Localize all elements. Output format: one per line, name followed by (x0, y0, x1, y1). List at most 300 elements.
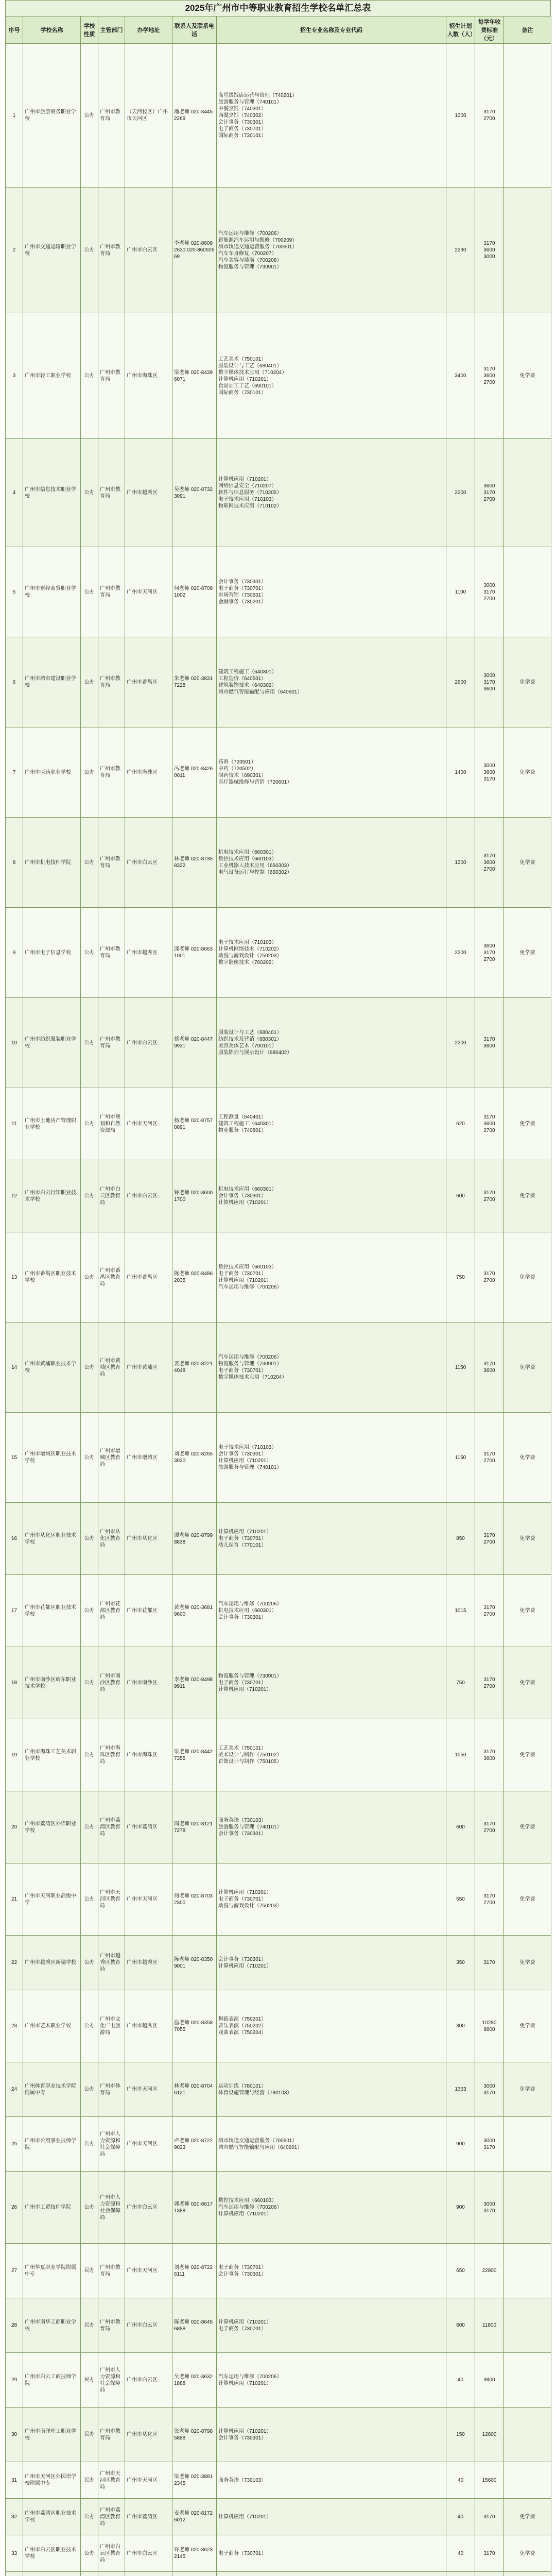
fee-item: 2700 (483, 1278, 495, 1283)
cell-no: 32 (6, 2499, 23, 2535)
cell-school-name: 广州市番禺区职业技术学校 (23, 1232, 81, 1323)
cell-type: 公办 (81, 439, 98, 547)
cell-majors (217, 1936, 446, 1990)
header-row (6, 16, 551, 44)
cell-majors (217, 1232, 446, 1323)
major-item: 工艺美术（750101） (218, 356, 267, 362)
fee-item: 3600 (483, 943, 495, 949)
major-item: 会计事务（730301） (218, 1615, 267, 1620)
cell-no: 15 (6, 1413, 23, 1503)
major-item: 电子商务（730701） (218, 1680, 267, 1686)
fee-item: 3600 (483, 769, 495, 775)
cell-address: 广州市南沙区 (125, 1647, 172, 1719)
page-title: 2025年广州市中等职业教育招生学校名单汇总表 (5, 0, 551, 16)
fee-item: 3170 (483, 366, 495, 372)
cell-note (504, 2353, 551, 2408)
cell-dept: 广州市增城区教育局 (98, 1413, 125, 1503)
cell-contact: 梁老师 020-84396071 (172, 313, 217, 439)
cell-note (504, 2244, 551, 2298)
major-item: 计算机应用（710201） (218, 1200, 272, 1206)
cell-dept: 广州市南沙区教育局 (98, 1647, 125, 1719)
table-row (6, 818, 551, 908)
cell-contact: 梁老师 020-38812345 (172, 2462, 217, 2499)
cell-dept: 广州市教育局 (98, 439, 125, 547)
fee-item: 2700 (483, 956, 495, 962)
cell-fee (475, 2408, 504, 2462)
table-row (6, 2572, 551, 2576)
fee-item: 10280 (482, 2020, 497, 2026)
cell-majors (217, 908, 446, 998)
major-item: 网络信息安全（710207） (218, 483, 277, 489)
cell-no: 30 (6, 2408, 23, 2462)
cell-contact: 何老师 020-87091002 (172, 547, 217, 637)
cell-note (504, 439, 551, 547)
cell-plan: 620 (446, 1088, 475, 1160)
major-item: 计算机应用（710201） (218, 2380, 272, 2386)
fee-item: 3170 (483, 2090, 495, 2096)
cell-majors (217, 1990, 446, 2062)
cell-address: 广州市越秀区 (125, 439, 172, 547)
table-row (6, 313, 551, 439)
major-item: 数控技术应用（660103） (218, 856, 277, 862)
cell-dept: 广州市教育局 (98, 727, 125, 818)
cell-no: 3 (6, 313, 23, 439)
cell-contact: 梁老师 020-84427355 (172, 1719, 217, 1791)
cell-address: 广州市荔湾区 (125, 1791, 172, 1863)
cell-dept: 广州市教育局 (98, 2408, 125, 2462)
cell-dept: 广州市教育局 (98, 2244, 125, 2298)
cell-address: 广州市越秀区 (125, 1990, 172, 2062)
cell-fee (475, 1647, 504, 1719)
cell-no: 18 (6, 1647, 23, 1719)
major-item: 计算机应用（710201） (218, 2319, 272, 2325)
cell-school-name: 广州市信息技术职业学校 (23, 439, 81, 547)
major-item: 药剂（720501） (218, 759, 256, 765)
major-item: 城市燃气智能输配与应用（640601） (218, 689, 303, 695)
cell-contact: 温老师 020-83587055 (172, 1990, 217, 2062)
fee-item: 2700 (483, 596, 495, 602)
cell-plan (446, 2572, 475, 2576)
cell-no: 5 (6, 547, 23, 637)
cell-majors (217, 2244, 446, 2298)
cell-dept: 广州市教育局 (98, 188, 125, 313)
cell-address: 广州市番禺区 (125, 1232, 172, 1323)
cell-address: 广州市天河区 (125, 2062, 172, 2117)
cell-note: 免学费 (504, 2535, 551, 2572)
major-item: 动漫与游戏设计（750203） (218, 1903, 282, 1909)
cell-majors (217, 2572, 446, 2576)
cell-note: 免学费 (504, 2499, 551, 2535)
cell-majors (217, 1791, 446, 1863)
cell-school-name: 广州市越秀区新穗学校 (23, 1936, 81, 1990)
school-table (5, 16, 551, 2576)
major-item: 软件与信息服务（710205） (218, 490, 282, 496)
cell-dept: 广州市教育局 (98, 818, 125, 908)
col-header-fee: 每学年收费标准（元） (475, 16, 504, 44)
fee-item: 3170 (483, 1037, 495, 1042)
cell-majors (217, 44, 446, 188)
major-item: 服装陈列与展示设计（680402） (218, 1050, 292, 1056)
cell-type: 公办 (81, 1088, 98, 1160)
cell-school-name: 广州市海珠工艺美术职业学校 (23, 1719, 81, 1791)
cell-contact: 李老师 020-86092630 020-86092669 (172, 188, 217, 313)
cell-address: 广州市天河区 (125, 2244, 172, 2298)
major-item: 电子商务（730701） (218, 126, 267, 132)
cell-type: 民办 (81, 2353, 98, 2408)
cell-no: 23 (6, 1990, 23, 2062)
cell-dept: 广州市从化区教育局 (98, 1503, 125, 1575)
fee-item: 3600 (483, 483, 495, 489)
cell-plan: 1300 (446, 44, 475, 188)
fee-item: 2700 (483, 497, 495, 502)
cell-no: 8 (6, 818, 23, 908)
cell-majors (217, 637, 446, 727)
fee-item: 3170 (483, 1604, 495, 1611)
cell-school-name: 广州市南洋理工职业学校 (23, 2408, 81, 2462)
col-header-name: 学校名称 (23, 16, 81, 44)
cell-note (504, 547, 551, 637)
major-item: 物联网技术应用（710102） (218, 503, 282, 509)
cell-note (504, 44, 551, 188)
cell-plan: 350 (446, 1936, 475, 1990)
cell-dept: 广州市天河区教育局 (98, 2462, 125, 2499)
fee-item: 2700 (483, 1827, 495, 1834)
cell-school-name: 广州市工贸技师学院 (23, 2172, 81, 2244)
cell-type: 公办 (81, 1647, 98, 1719)
cell-address: 广州市白云区 (125, 188, 172, 313)
major-item: 建筑工程施工（640301） (218, 1121, 277, 1127)
major-item: 电子商务（730701） (218, 1271, 267, 1277)
cell-school-name: 广州市荔湾区外语职业学校 (23, 1791, 81, 1863)
table-row (6, 439, 551, 547)
cell-address: 广州市增城区 (125, 1413, 172, 1503)
cell-school-name: 广州市机电技师学院 (23, 818, 81, 908)
cell-plan: 1400 (446, 727, 475, 818)
cell-type: 公办 (81, 2117, 98, 2172)
cell-address: 广州市天河区 (125, 1863, 172, 1936)
cell-dept: 广州市白云区教育局 (98, 1160, 125, 1232)
cell-note: 免学费 (504, 1863, 551, 1936)
cell-majors (217, 1575, 446, 1647)
cell-type: 公办 (81, 2172, 98, 2244)
cell-type: 公办 (81, 1413, 98, 1503)
cell-majors (217, 2535, 446, 2572)
cell-majors (217, 188, 446, 313)
cell-contact: 杨老师 020-87570891 (172, 1088, 217, 1160)
fee-item: 3000 (483, 762, 495, 769)
cell-dept: 广州市教育局 (98, 637, 125, 727)
major-item: 体育设施管理与经营（780103） (218, 2090, 292, 2096)
cell-plan: 600 (446, 1791, 475, 1863)
cell-note (504, 2117, 551, 2172)
major-item: 首饰设计与制作（750105） (218, 1759, 282, 1765)
cell-address: 广州市天河区 (125, 547, 172, 637)
major-item: 会计事务（730301） (218, 2271, 267, 2277)
major-item: 服装设计与工艺（680401） (218, 363, 282, 369)
table-row (6, 1863, 551, 1936)
cell-type: 公办 (81, 2535, 98, 2572)
major-item: 计算机应用（710201） (218, 1458, 272, 1464)
cell-no: 13 (6, 1232, 23, 1323)
major-item: 计算机应用（710201） (218, 1529, 272, 1535)
cell-fee (475, 2244, 504, 2298)
major-item: 城市轨道交通运营服务（700601） (218, 2138, 298, 2144)
cell-plan: 300 (446, 1990, 475, 2062)
cell-school-name: 广州市黄埔职业技术学校 (23, 1323, 81, 1413)
major-item: 美容美体艺术（790101） (218, 1043, 277, 1049)
cell-type: 公办 (81, 637, 98, 727)
cell-majors (217, 1503, 446, 1575)
cell-type: 民办 (81, 2298, 98, 2353)
table-row (6, 1160, 551, 1232)
cell-dept (98, 2572, 125, 2576)
cell-contact: 周老师 020-81217278 (172, 1791, 217, 1863)
cell-dept: 广州市教育局 (98, 44, 125, 188)
cell-note: 免学费 (504, 1232, 551, 1323)
major-item: 数字媒体技术应用（710204） (218, 369, 287, 376)
major-item: 戏曲表演（750204） (218, 2030, 267, 2036)
cell-school-name: 广州市荔湾区职业技术学校 (23, 2499, 81, 2535)
fee-item: 3170 (483, 776, 495, 782)
fee-item: 3170 (483, 1451, 495, 1457)
major-item: 汽车运用与维修（700206） (218, 2374, 282, 2380)
fee-item: 3600 (483, 1121, 495, 1127)
major-item: 物流服务与管理（730901） (218, 1673, 282, 1679)
cell-fee (475, 637, 504, 727)
cell-school-name: 广州市增城区职业技术学校 (23, 1413, 81, 1503)
fee-item: 2700 (483, 116, 495, 122)
cell-fee (475, 313, 504, 439)
major-item: 建筑装饰技术（640302） (218, 683, 277, 688)
cell-fee (475, 1088, 504, 1160)
fee-item: 3600 (483, 1368, 495, 1374)
major-item: 电子商务（730701） (218, 1536, 267, 1541)
cell-note: 免学费 (504, 1936, 551, 1990)
cell-dept: 广州市教育局 (98, 313, 125, 439)
cell-contact: 钟老师 020-36001700 (172, 1160, 217, 1232)
cell-note (504, 188, 551, 313)
cell-dept: 广州市天河区教育局 (98, 1863, 125, 1936)
table-row (6, 1413, 551, 1503)
cell-contact: 蔡老师 020-84479931 (172, 998, 217, 1088)
cell-contact: 冯老师 020-84260011 (172, 727, 217, 818)
fee-item: 3170 (483, 1114, 495, 1120)
spreadsheet (5, 0, 551, 2576)
cell-dept: 广州市荔湾区教育局 (98, 1791, 125, 1863)
cell-type: 公办 (81, 188, 98, 313)
table-row (6, 2298, 551, 2353)
fee-item: 3000 (483, 254, 495, 260)
cell-dept: 广州市规划和自然资源局 (98, 1088, 125, 1160)
cell-plan: 2600 (446, 637, 475, 727)
fee-item: 3600 (483, 373, 495, 379)
fee-item: 2700 (483, 1458, 495, 1464)
cell-school-name: 广州市天河职业高级中学 (23, 1863, 81, 1936)
major-item: 音乐表演（750202） (218, 2023, 267, 2029)
cell-school-name: 广州市南沙区岭东职业技术学校 (23, 1647, 81, 1719)
cell-fee (475, 1990, 504, 2062)
table-row (6, 1503, 551, 1575)
major-item: 会计事务（730301） (218, 2435, 267, 2441)
major-item: 数控技术应用（660103） (218, 2198, 277, 2204)
major-item: 计算机应用（710201） (218, 477, 272, 482)
table-row (6, 1791, 551, 1863)
major-item: 高星级饭店运营与管理（740201） (218, 92, 298, 98)
cell-contact: 黄老师 020-36819600 (172, 1575, 217, 1647)
cell-no: 6 (6, 637, 23, 727)
fee-item: 3000 (483, 2138, 495, 2144)
cell-note (504, 2298, 551, 2353)
major-item: 电子技术应用（710103） (218, 1445, 277, 1450)
cell-fee (475, 1232, 504, 1323)
major-item: 汽车运用与维修（700206） (218, 230, 282, 236)
cell-dept: 广州市人力资源和社会保障局 (98, 2353, 125, 2408)
major-item: 数字影像技术（760202） (218, 960, 277, 965)
table-row (6, 1088, 551, 1160)
cell-plan: 1015 (446, 1575, 475, 1647)
cell-note: 免学费 (504, 1990, 551, 2062)
cell-fee (475, 2298, 504, 2353)
cell-fee (475, 2117, 504, 2172)
cell-fee (475, 2499, 504, 2535)
cell-note (504, 2172, 551, 2244)
cell-fee (475, 1863, 504, 1936)
cell-type: 公办 (81, 1575, 98, 1647)
cell-address: 广州市白云区 (125, 2172, 172, 2244)
cell-plan: 3400 (446, 313, 475, 439)
fee-item: 3170 (483, 2144, 495, 2150)
cell-contact: 谭老师 020-87998838 (172, 1503, 217, 1575)
fee-item: 2700 (483, 866, 495, 872)
major-item: 国际商务（730101） (218, 389, 267, 396)
cell-address: 广州市荔湾区 (125, 2499, 172, 2535)
cell-dept: 广州市教育局 (98, 908, 125, 998)
cell-plan: 1100 (446, 547, 475, 637)
fee-item: 3600 (483, 247, 495, 253)
col-header-type: 学校性质 (81, 16, 98, 44)
cell-no: 21 (6, 1863, 23, 1936)
cell-contact: 郭老师 020-86171388 (172, 2172, 217, 2244)
cell-majors (217, 439, 446, 547)
major-item: 电子技术应用（710103） (218, 940, 277, 945)
major-item: 中餐烹饪（740301） (218, 106, 267, 112)
major-item: 机电技术应用（660301） (218, 1187, 277, 1192)
cell-majors (217, 2499, 446, 2535)
cell-school-name: 广州市白云工商技师学院 (23, 2353, 81, 2408)
cell-dept: 广州市白云区教育局 (98, 2535, 125, 2572)
fee-item: 11800 (482, 2323, 497, 2328)
cell-plan: 40 (446, 2499, 475, 2535)
table-row (6, 2244, 551, 2298)
cell-no: 17 (6, 1575, 23, 1647)
cell-plan: 2200 (446, 439, 475, 547)
cell-contact: 陈老师 020-84862035 (172, 1232, 217, 1323)
cell-fee (475, 1936, 504, 1990)
cell-address: 广州市花都区 (125, 1575, 172, 1647)
cell-note: 免学费 (504, 1160, 551, 1232)
fee-item: 3600 (483, 1043, 495, 1049)
cell-school-name: 广州市白云行知职业技术学校 (23, 1160, 81, 1232)
cell-plan: 1150 (446, 1413, 475, 1503)
cell-dept: 广州市黄埔区教育局 (98, 1323, 125, 1413)
cell-no: 9 (6, 908, 23, 998)
cell-no: 14 (6, 1323, 23, 1413)
major-item: 数控技术应用（660103） (218, 1264, 277, 1270)
cell-plan: 2230 (446, 188, 475, 313)
cell-fee (475, 1413, 504, 1503)
fee-item: 3170 (483, 241, 495, 246)
fee-item: 2700 (483, 1683, 495, 1689)
table-row (6, 2172, 551, 2244)
fee-item: 3170 (483, 853, 495, 859)
table-row (6, 2408, 551, 2462)
cell-fee (475, 2062, 504, 2117)
major-item: 机电技术应用（660301） (218, 1608, 277, 1614)
major-item: 国际商务（730101） (218, 132, 267, 139)
cell-address: 广州市白云区 (125, 2353, 172, 2408)
cell-fee (475, 2462, 504, 2499)
col-header-address: 办学地址 (125, 16, 172, 44)
col-header-contact: 联系人及联系电话 (172, 16, 217, 44)
cell-plan: 900 (446, 2117, 475, 2172)
major-item: 汽车车身修复（700207） (218, 250, 277, 257)
cell-contact: 刘老师 020-87226111 (172, 2244, 217, 2298)
fee-item: 3170 (483, 679, 495, 685)
cell-address: 广州市白云区 (125, 818, 172, 908)
cell-majors (217, 2298, 446, 2353)
cell-dept: 广州市教育局 (98, 2298, 125, 2353)
cell-no: 1 (6, 44, 23, 188)
fee-item: 3600 (483, 1755, 495, 1761)
cell-no: 28 (6, 2298, 23, 2353)
major-item: 旅游服务与管理（740101） (218, 99, 282, 105)
cell-plan: 550 (446, 1863, 475, 1936)
major-item: 电子商务（730701） (218, 586, 267, 591)
fee-item: 2700 (483, 1128, 495, 1133)
cell-school-name: 广州市纺织服装职业学校 (23, 998, 81, 1088)
major-item: 物流服务与管理（730901） (218, 1361, 282, 1367)
cell-school-name: 广州市财经商贸职业学校 (23, 547, 81, 637)
cell-dept: 广州市花都区教育局 (98, 1575, 125, 1647)
major-item: 计算机应用（710201） (218, 376, 272, 382)
major-item: 物业服务（740801） (218, 1128, 267, 1133)
fee-item: 3170 (483, 1361, 495, 1367)
cell-note: 免学费 (504, 1575, 551, 1647)
table-row (6, 908, 551, 998)
cell-school-name: 广州市医药职业学校 (23, 727, 81, 818)
major-item: 电气设备运行与控制（660302） (218, 870, 292, 875)
major-item: 市场营销（730601） (218, 592, 267, 598)
cell-dept: 广州市教育局 (98, 998, 125, 1088)
cell-no: 25 (6, 2117, 23, 2172)
cell-contact: 吴老师 020-87323091 (172, 439, 217, 547)
cell-note: 免学费 (504, 908, 551, 998)
cell-plan: 850 (446, 1503, 475, 1575)
cell-majors (217, 998, 446, 1088)
cell-majors (217, 1088, 446, 1160)
cell-plan: 150 (446, 2408, 475, 2462)
cell-plan: 600 (446, 2298, 475, 2353)
cell-type: 公办 (81, 1936, 98, 1990)
major-item: 电子商务（730701） (218, 2550, 267, 2556)
cell-school-name: 广州市土地房产管理职业学校 (23, 1088, 81, 1160)
major-item: 美术设计与制作（750102） (218, 1752, 282, 1758)
cell-fee (475, 1503, 504, 1575)
cell-no: 4 (6, 439, 23, 547)
fee-item: 2700 (483, 380, 495, 385)
cell-school-name (23, 2572, 81, 2576)
fee-item: 3170 (483, 1749, 495, 1755)
